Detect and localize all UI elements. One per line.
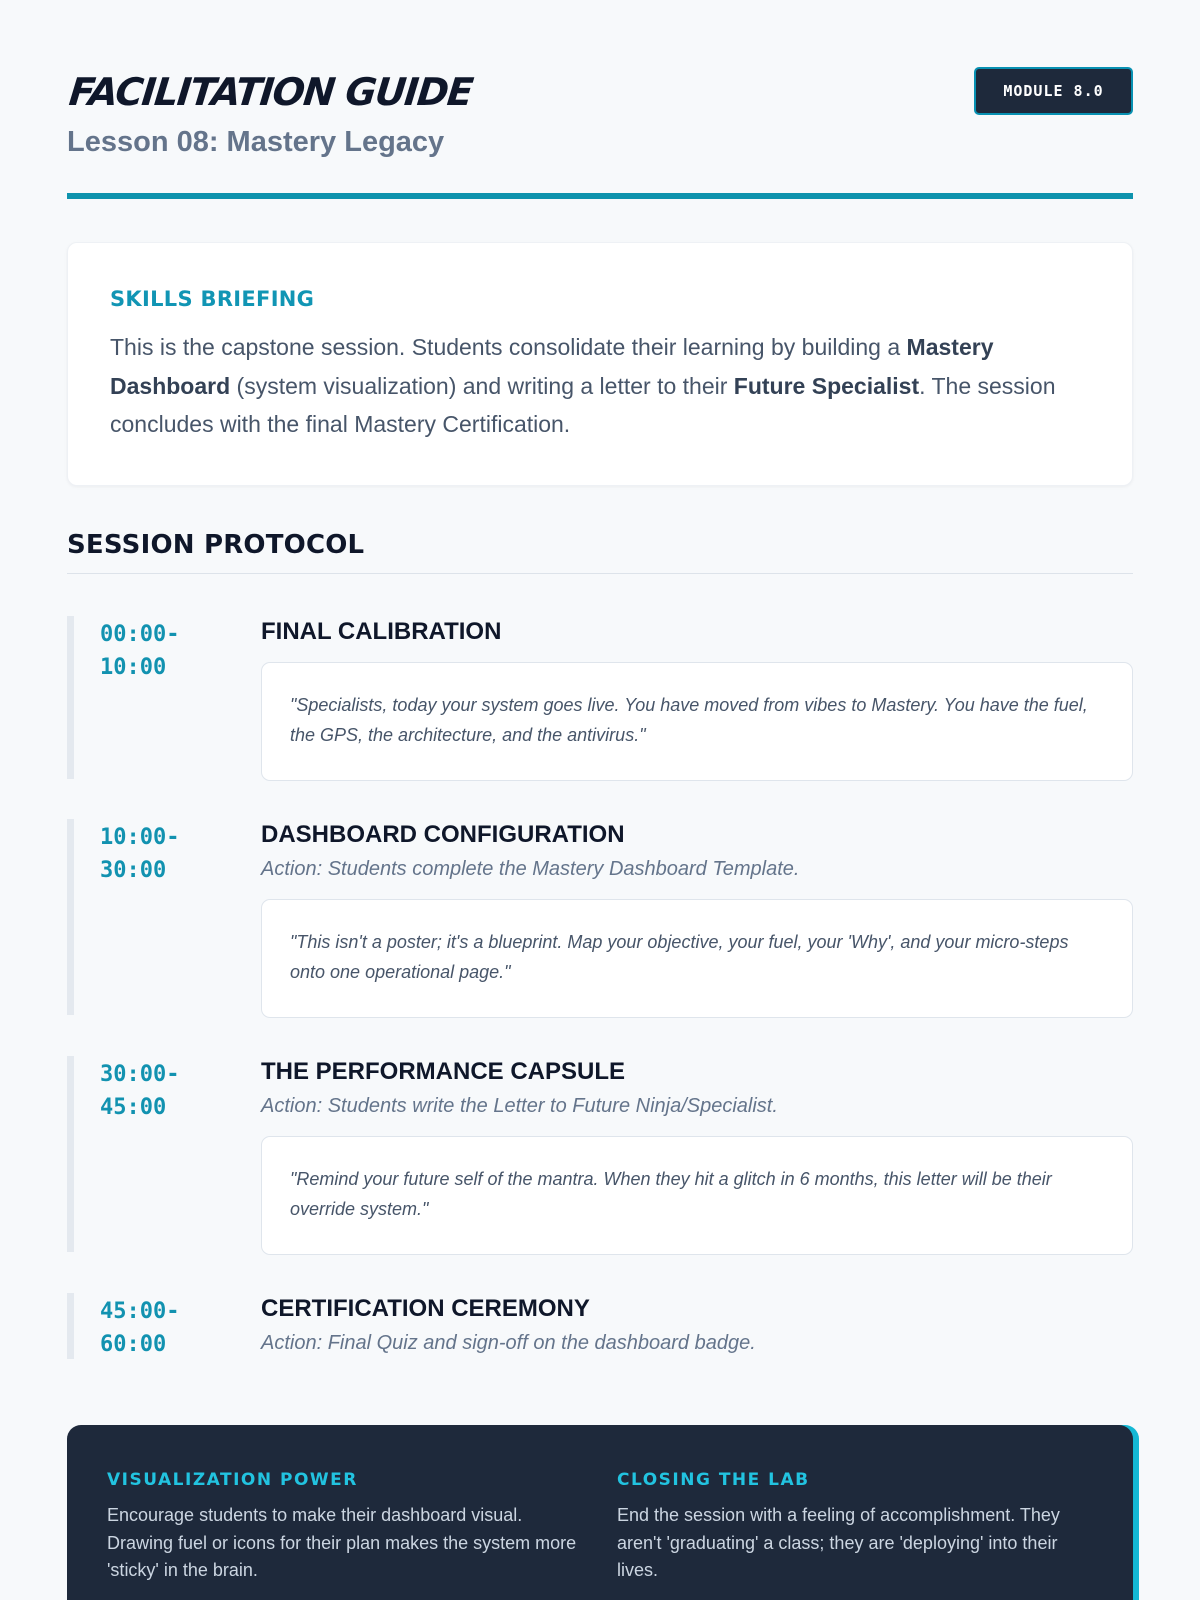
header-divider [67, 193, 1133, 199]
tip-text: Encourage students to make their dashboard visual. Drawing fuel or icons for their plan makes the system more 'sticky' in the brain. [107, 1505, 577, 1580]
step-timeline-bar [67, 1293, 74, 1359]
session-protocol-heading: SESSION PROTOCOL [67, 530, 365, 560]
header [67, 0, 1133, 200]
protocol-step-dashboard-configuration [67, 819, 1133, 1015]
skills-briefing-card [67, 242, 1133, 486]
briefing-text-part-1: This is the capstone session. Students consolidate their learning by building a [110, 334, 907, 360]
step-body [261, 1056, 1133, 1255]
tip-text: End the session with a feeling of accomplishment. They aren't 'graduating' a class; they are 'deploying' into their lives. [617, 1505, 1060, 1580]
briefing-text [110, 328, 1090, 444]
briefing-text-part-3: . The session concludes with the final Mastery Certification. [110, 372, 1056, 437]
protocol-step-performance-capsule [67, 1056, 1133, 1252]
briefing-text-part-2: (system visualization) and writing a letter to their [230, 372, 734, 399]
step-time: 30:00- 45:00 [100, 1062, 180, 1120]
step-time: 45:00- 60:00 [100, 1299, 180, 1357]
step-quote: "Specialists, today your system goes live. You have moved from vibes to Mastery. You have the fuel, the GPS, the architecture, and the antivirus." [261, 662, 1133, 781]
briefing-bold-mastery-dashboard: Mastery Dashboard [110, 334, 994, 399]
step-quote: "Remind your future self of the mantra. When they hit a glitch in 6 months, this letter will be their override system." [261, 1136, 1133, 1255]
step-body [261, 616, 1133, 781]
step-timeline-bar [67, 616, 74, 779]
step-title: FINAL CALIBRATION [261, 618, 502, 645]
step-title: CERTIFICATION CEREMONY [261, 1295, 590, 1322]
step-action: Action: Final Quiz and sign-off on the dashboard badge. [261, 1332, 756, 1354]
tip-heading: CLOSING THE LAB [617, 1470, 810, 1490]
protocol-step-certification-ceremony [67, 1293, 1133, 1359]
step-action: Action: Students write the Letter to Future Ninja/Specialist. [261, 1095, 778, 1117]
step-time: 00:00- 10:00 [100, 622, 180, 680]
step-title: THE PERFORMANCE CAPSULE [261, 1058, 626, 1085]
step-timeline-bar [67, 1056, 74, 1252]
step-title: DASHBOARD CONFIGURATION [261, 821, 625, 848]
step-quote: "This isn't a poster; it's a blueprint. Map your objective, your fuel, your 'Why', and your micro-steps onto one operational page." [261, 899, 1133, 1018]
step-body [261, 1293, 1133, 1355]
facilitation-guide-page [67, 0, 1133, 1357]
briefing-bold-future-specialist: Future Specialist [733, 372, 920, 399]
page-title: FACILITATION GUIDE [67, 70, 475, 114]
tip-visualization-power [107, 1470, 577, 1585]
step-timeline-bar [67, 819, 74, 1015]
module-badge: MODULE 8.0 [974, 67, 1133, 115]
lesson-subtitle: Lesson 08: Mastery Legacy [67, 126, 445, 158]
protocol-divider [67, 573, 1133, 574]
facilitator-tips-panel [67, 1425, 1133, 1600]
protocol-step-final-calibration [67, 616, 1133, 779]
tip-heading: VISUALIZATION POWER [107, 1470, 358, 1490]
step-body [261, 819, 1133, 1018]
briefing-heading: SKILLS BRIEFING [110, 287, 315, 311]
step-action: Action: Students complete the Mastery Dashboard Template. [261, 858, 800, 880]
tip-closing-the-lab [617, 1470, 1087, 1585]
step-time: 10:00- 30:00 [100, 825, 180, 883]
